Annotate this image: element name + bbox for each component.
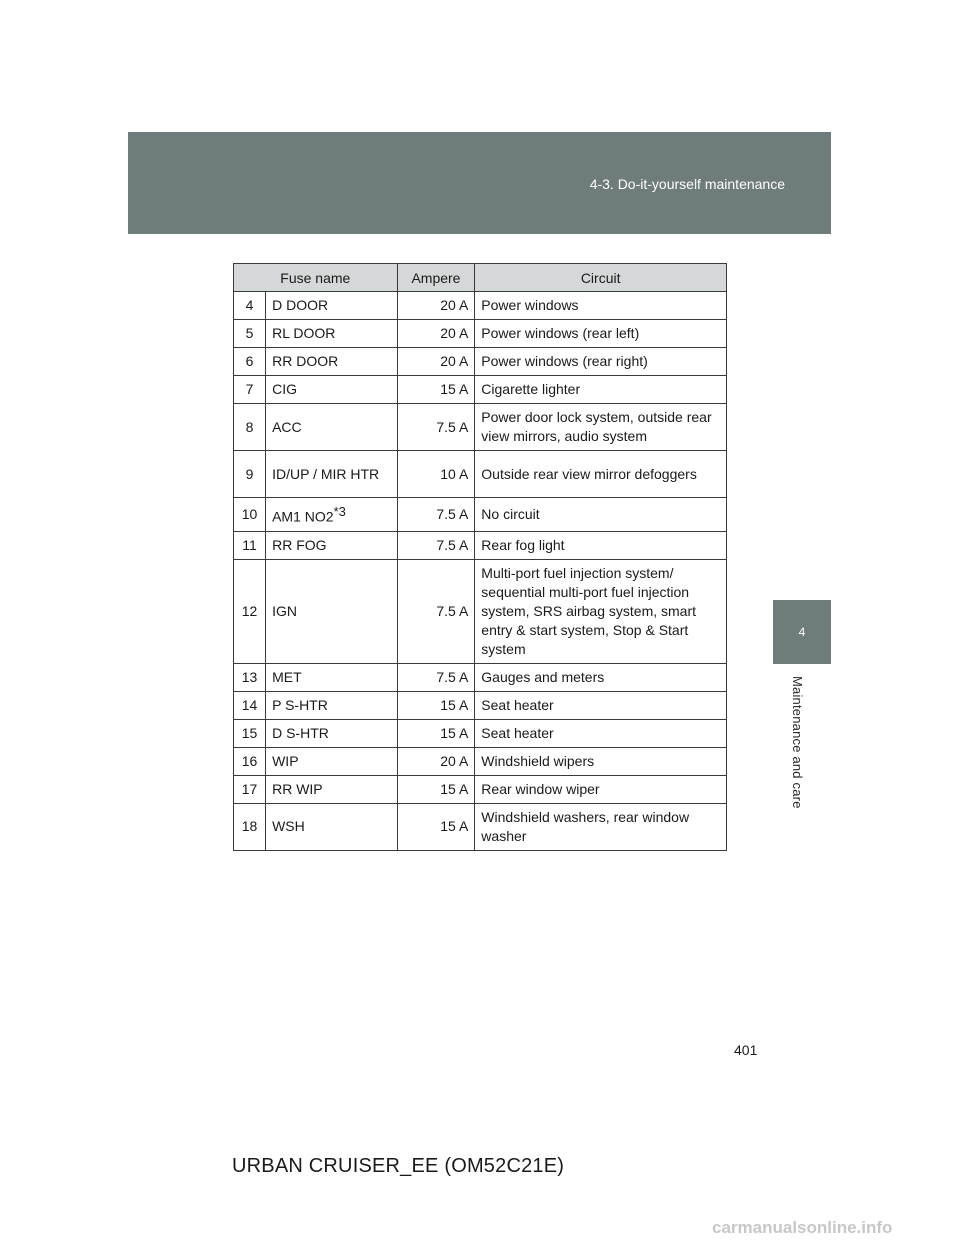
- fuse-table: [233, 263, 727, 851]
- fuse-name-text: CIG: [272, 381, 297, 397]
- column-header-fuse-name: Fuse name: [234, 264, 398, 292]
- table-row: [234, 451, 727, 498]
- fuse-ampere: 10 A: [397, 451, 475, 498]
- fuse-name-text: D S-HTR: [272, 724, 329, 741]
- fuse-name-text: MET: [272, 668, 302, 685]
- fuse-circuit: Gauges and meters: [475, 663, 727, 691]
- fuse-name: [266, 498, 398, 532]
- fuse-name: [266, 803, 398, 850]
- fuse-ampere: 15 A: [397, 775, 475, 803]
- table-row: [234, 559, 727, 663]
- fuse-circuit: Power door lock system, outside rear view mirrors, audio system: [475, 404, 727, 451]
- fuse-number: 9: [234, 451, 266, 498]
- fuse-circuit: Outside rear view mirror defoggers: [475, 451, 727, 498]
- fuse-name: [266, 451, 398, 498]
- fuse-ampere: 7.5 A: [397, 404, 475, 451]
- table-row: [234, 376, 727, 404]
- column-header-ampere: Ampere: [397, 264, 475, 292]
- fuse-ampere: 15 A: [397, 691, 475, 719]
- fuse-ampere: 20 A: [397, 348, 475, 376]
- table-row: [234, 747, 727, 775]
- table-row: [234, 498, 727, 532]
- section-title: 4-3. Do-it-yourself maintenance: [589, 176, 785, 192]
- table-row: [234, 320, 727, 348]
- table-row: [234, 719, 727, 747]
- fuse-number: 11: [234, 531, 266, 559]
- fuse-name: [266, 320, 398, 348]
- fuse-ampere: 7.5 A: [397, 498, 475, 532]
- fuse-name-text: ID/UP / MIR HTR: [272, 465, 380, 482]
- fuse-ampere: 7.5 A: [397, 559, 475, 663]
- fuse-circuit: Cigarette lighter: [475, 376, 727, 404]
- fuse-circuit: Power windows (rear left): [475, 320, 727, 348]
- fuse-name-text: IGN: [272, 602, 297, 619]
- fuse-name: [266, 531, 398, 559]
- fuse-circuit: Seat heater: [475, 691, 727, 719]
- table-row: [234, 404, 727, 451]
- fuse-circuit: Rear fog light: [475, 531, 727, 559]
- table-row: [234, 691, 727, 719]
- fuse-ampere: 20 A: [397, 292, 475, 320]
- fuse-number: 5: [234, 320, 266, 348]
- fuse-circuit: Multi-port fuel injection system/ sequential multi-port fuel injection system, SRS airbag system, smart entry & start system, Stop & Start system: [475, 559, 727, 663]
- fuse-name-text: RR FOG: [272, 536, 327, 553]
- fuse-number: 17: [234, 775, 266, 803]
- fuse-number: 16: [234, 747, 266, 775]
- fuse-number: 10: [234, 498, 266, 532]
- fuse-circuit: Rear window wiper: [475, 775, 727, 803]
- fuse-name-text: AM1 NO2: [272, 508, 334, 525]
- fuse-name: [266, 404, 398, 451]
- fuse-number: 8: [234, 404, 266, 451]
- fuse-circuit: Windshield washers, rear window washer: [475, 803, 727, 850]
- fuse-number: 12: [234, 559, 266, 663]
- fuse-name-text: RR WIP: [272, 780, 323, 797]
- fuse-name: [266, 376, 398, 404]
- fuse-number: 18: [234, 803, 266, 850]
- chapter-tab[interactable]: [773, 600, 831, 664]
- table-row: [234, 348, 727, 376]
- fuse-name-text: WIP: [272, 752, 299, 769]
- fuse-name-text: ACC: [272, 418, 302, 435]
- fuse-circuit: Power windows: [475, 292, 727, 320]
- fuse-name: [266, 348, 398, 376]
- fuse-name: [266, 719, 398, 747]
- fuse-name: [266, 292, 398, 320]
- fuse-circuit: Seat heater: [475, 719, 727, 747]
- fuse-name: [266, 691, 398, 719]
- fuse-name-text: P S-HTR: [272, 696, 328, 713]
- fuse-number: 6: [234, 348, 266, 376]
- chapter-number: 4: [798, 625, 806, 639]
- fuse-number: 15: [234, 719, 266, 747]
- table-row: [234, 775, 727, 803]
- fuse-ampere: 7.5 A: [397, 531, 475, 559]
- fuse-name-text: RL DOOR: [272, 325, 336, 341]
- fuse-ampere: 15 A: [397, 719, 475, 747]
- fuse-number: 4: [234, 292, 266, 320]
- fuse-circuit: Windshield wipers: [475, 747, 727, 775]
- fuse-name-text: RR DOOR: [272, 353, 339, 369]
- footnote-marker: *3: [333, 504, 346, 519]
- column-header-circuit: Circuit: [475, 264, 727, 292]
- footer-model: URBAN CRUISER_EE (OM52C21E): [232, 1155, 565, 1177]
- table-row: [234, 803, 727, 850]
- page-number: 401: [734, 1042, 758, 1058]
- fuse-ampere: 20 A: [397, 747, 475, 775]
- fuse-ampere: 15 A: [397, 376, 475, 404]
- fuse-circuit: Power windows (rear right): [475, 348, 727, 376]
- fuse-name: [266, 663, 398, 691]
- fuse-number: 7: [234, 376, 266, 404]
- fuse-circuit: No circuit: [475, 498, 727, 532]
- chapter-label: Maintenance and care: [790, 676, 805, 809]
- fuse-number: 13: [234, 663, 266, 691]
- fuse-ampere: 20 A: [397, 320, 475, 348]
- table-row: [234, 663, 727, 691]
- fuse-number: 14: [234, 691, 266, 719]
- fuse-ampere: 7.5 A: [397, 663, 475, 691]
- table-header-row: [234, 264, 727, 292]
- fuse-ampere: 15 A: [397, 803, 475, 850]
- fuse-name: [266, 559, 398, 663]
- watermark-logo[interactable]: carmanualsonline.info: [712, 1218, 893, 1237]
- fuse-name-text: WSH: [272, 818, 305, 835]
- header-band: [128, 132, 831, 234]
- table-row: [234, 531, 727, 559]
- table-row: [234, 292, 727, 320]
- fuse-name: [266, 747, 398, 775]
- fuse-table-body: [234, 292, 727, 851]
- fuse-name: [266, 775, 398, 803]
- fuse-name-text: D DOOR: [272, 297, 329, 313]
